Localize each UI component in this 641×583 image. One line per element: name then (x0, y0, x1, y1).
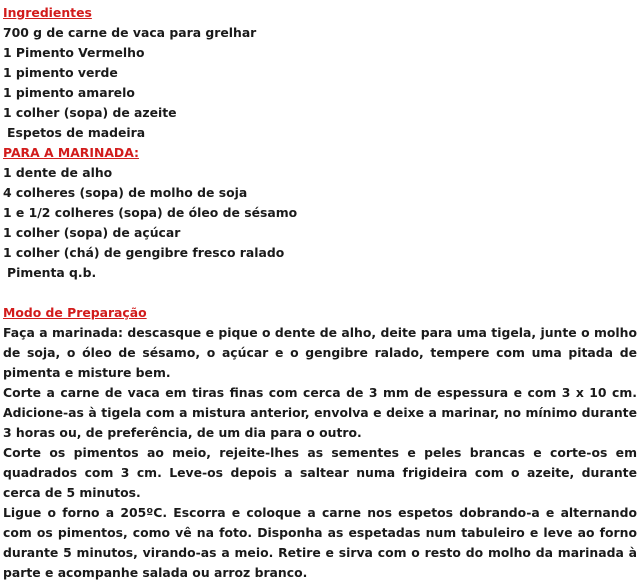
blank-line (3, 283, 637, 303)
marinade-item: 1 colher (chá) de gengibre fresco ralado (3, 245, 285, 260)
marinade-item: 1 dente de alho (3, 165, 113, 180)
ingredient-item: 1 pimento verde (3, 65, 118, 80)
preparation-paragraph: Faça a marinada: descasque e pique o dente de alho, deite para uma tigela, junte o molho de soja, o óleo de sésamo, o açúcar e o gengibre ralado, tempere com uma pitada de pimenta e misture bem. (3, 325, 637, 380)
preparation-heading: Modo de Preparação (3, 305, 147, 320)
ingredient-item: 1 pimento amarelo (3, 85, 135, 100)
marinade-item: Pimenta q.b. (7, 265, 97, 280)
marinade-item: 1 e 1/2 colheres (sopa) de óleo de sésamo (3, 205, 298, 220)
ingredient-item: 1 colher (sopa) de azeite (3, 105, 177, 120)
preparation-paragraph: Ligue o forno a 205ºC. Escorra e coloque a carne nos espetos dobrando-a e alternando com os pimentos, como vê na foto. Disponha as espetadas num tabuleiro e leve ao forno durante 5 minutos, virando-as a meio. Retire e sirva com o resto do molho da marinada à parte e acompanhe salada ou arroz branco. (3, 505, 637, 580)
marinade-heading: PARA A MARINADA: (3, 145, 139, 160)
preparation-paragraph: Corte os pimentos ao meio, rejeite-lhes as sementes e peles brancas e corte-os em quadrados com 3 cm. Leve-os depois a saltear numa frigideira com o azeite, durante cerca de 5 minutos. (3, 445, 637, 500)
ingredient-item: 700 g de carne de vaca para grelhar (3, 25, 257, 40)
marinade-item: 1 colher (sopa) de açúcar (3, 225, 181, 240)
ingredient-item: Espetos de madeira (7, 125, 146, 140)
ingredient-item: 1 Pimento Vermelho (3, 45, 145, 60)
preparation-paragraph: Corte a carne de vaca em tiras finas com cerca de 3 mm de espessura e com 3 x 10 cm. Adicione-as à tigela com a mistura anterior, envolva e deixe a marinar, no mínimo durante 3 horas ou, de preferência, de um dia para o outro. (3, 385, 637, 440)
marinade-item: 4 colheres (sopa) de molho de soja (3, 185, 248, 200)
ingredients-heading: Ingredientes (3, 5, 92, 20)
